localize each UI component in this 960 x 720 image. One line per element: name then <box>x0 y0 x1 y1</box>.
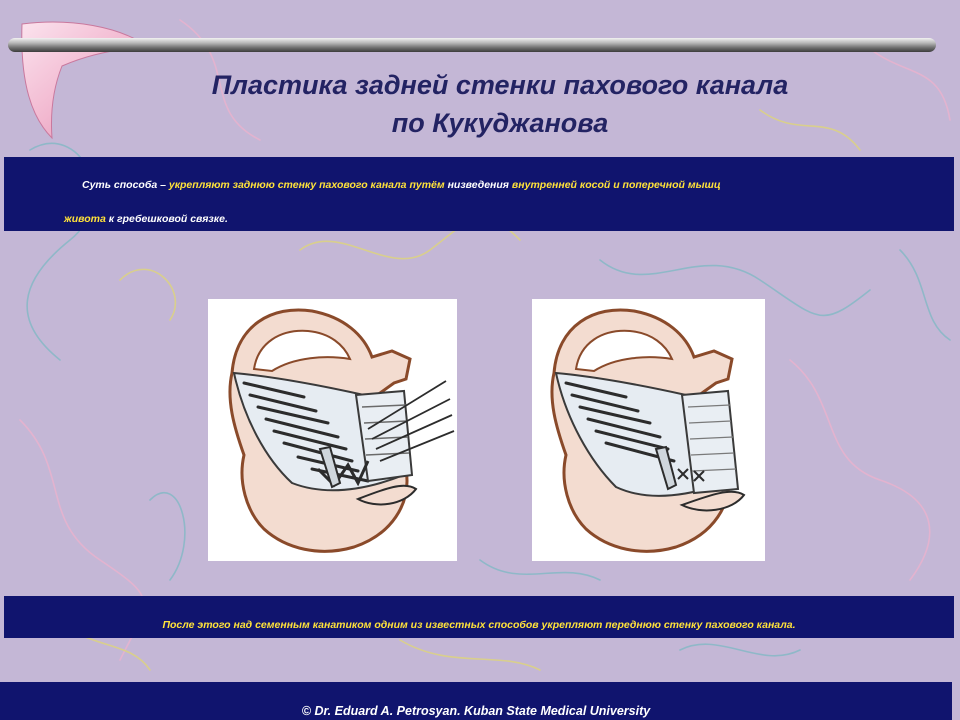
title-line-1: Пластика задней стенки пахового канала <box>211 70 789 100</box>
essence-text-6: живота <box>64 213 106 225</box>
slide-title <box>120 66 880 142</box>
after-step-text: После этого над семенным канатиком одним из известных способов укрепляют переднюю стенку пахового канала. <box>162 619 796 631</box>
essence-text-7: к гребешковой связке. <box>105 213 228 225</box>
essence-text-2: укрепляют <box>168 179 230 191</box>
footer-copyright: © Dr. Eduard A. Petrosyan. Kuban State Medical University <box>0 682 952 720</box>
essence-text-4: низведения <box>447 179 509 191</box>
title-line-2: по Кукуджанова <box>391 108 609 138</box>
illustration-sutures-tied <box>532 299 765 561</box>
essence-line-1 <box>82 179 721 191</box>
essence-text-1: Суть способа – <box>82 179 169 191</box>
method-essence-panel <box>4 157 954 231</box>
metallic-title-bar <box>8 38 936 52</box>
after-step-panel <box>4 596 954 638</box>
surgery-step-sutures-tied <box>532 299 765 561</box>
essence-line-2 <box>64 213 228 225</box>
surgery-step-sutures-placed <box>208 299 457 561</box>
essence-text-3: заднюю стенку пахового канала путём <box>229 179 448 191</box>
essence-text-5: внутренней косой и поперечной мышц <box>509 179 721 191</box>
illustration-sutures-placed <box>208 299 457 561</box>
